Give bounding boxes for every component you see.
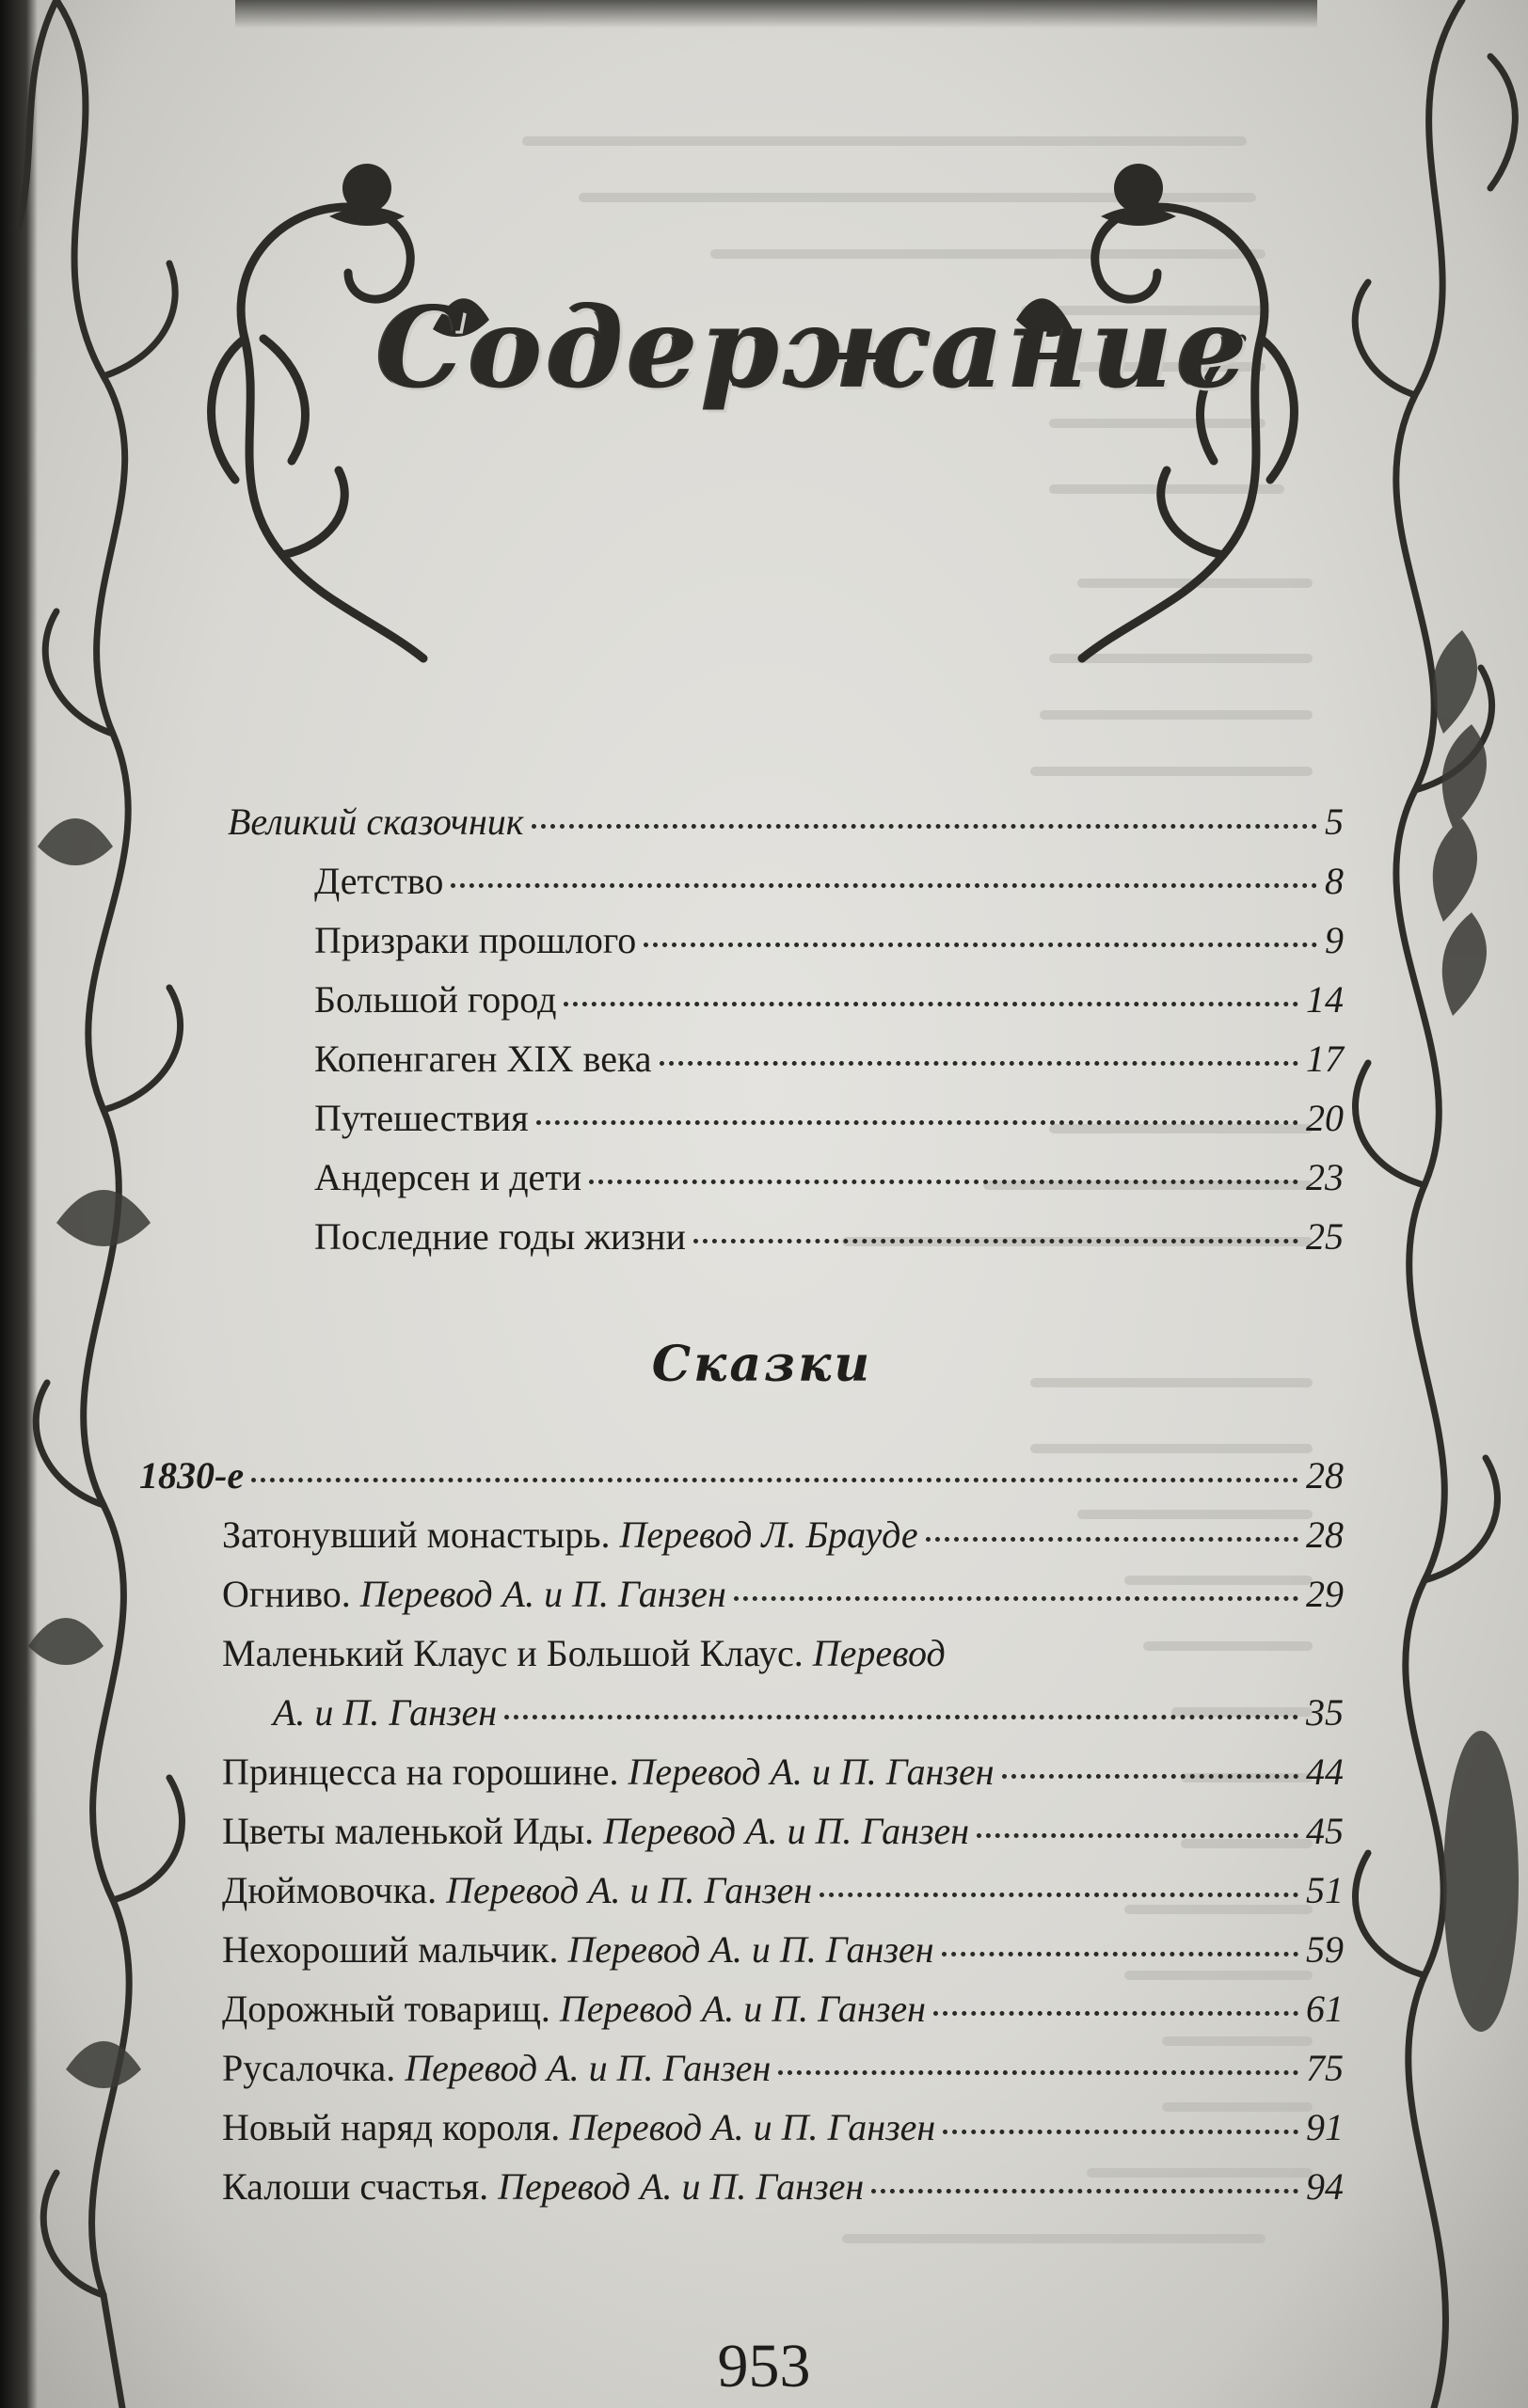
leader-dots <box>778 2065 1298 2075</box>
toc-entry-title: Дорожный товарищ. Перевод А. и П. Ганзен <box>222 1988 926 2030</box>
header-scroll-ornament <box>207 150 1298 677</box>
toc-entry[interactable] <box>222 1513 1344 1557</box>
toc-entry-page: 29 <box>1306 1573 1344 1615</box>
toc-entry-page: 14 <box>1306 978 1344 1021</box>
toc-entry-title: Нехороший мальчик. Перевод А. и П. Ганзен <box>222 1928 934 1971</box>
toc-entry-translator: Перевод А. и П. Ганзен <box>628 1751 995 1793</box>
toc-entry[interactable] <box>314 859 1344 903</box>
leader-dots <box>942 1946 1298 1956</box>
toc-entry-page: 28 <box>1306 1454 1344 1497</box>
toc-entry[interactable] <box>273 1690 1344 1735</box>
toc-entry-title: Призраки прошлого <box>314 919 637 961</box>
toc-entry-title: Принцесса на горошине. Перевод А. и П. Ганзен <box>222 1751 995 1793</box>
toc-entry-page: 25 <box>1306 1215 1344 1258</box>
toc-entry-title: Калоши счастья. Перевод А. и П. Ганзен <box>222 2165 865 2208</box>
leader-dots <box>660 1055 1298 1066</box>
leader-dots <box>734 1591 1298 1601</box>
toc-entry-page: 8 <box>1325 860 1344 902</box>
toc-entry-page: 61 <box>1306 1988 1344 2030</box>
toc-entry-page: 23 <box>1306 1156 1344 1198</box>
toc-entry-translator: Перевод А. и П. Ганзен <box>446 1869 813 1911</box>
leader-dots <box>871 2183 1298 2194</box>
toc-entry[interactable] <box>314 1037 1344 1081</box>
toc-entry-first-line[interactable]: Маленький Клаус и Большой Клаус. Перевод <box>222 1632 946 1674</box>
toc-entry[interactable] <box>222 1987 1344 2031</box>
toc-entry-translator: Перевод А. и П. Ганзен <box>569 2106 936 2148</box>
toc-entry-page: 59 <box>1306 1928 1344 1971</box>
toc-entry-page: 35 <box>1306 1691 1344 1734</box>
toc-entry[interactable] <box>222 2046 1344 2090</box>
toc-entry-title: Детство <box>314 860 444 902</box>
leader-dots <box>251 1472 1298 1482</box>
toc-entry-title: Огниво. Перевод А. и П. Ганзен <box>222 1573 726 1615</box>
toc-entry-translator: Перевод А. и П. Ганзен <box>498 2165 865 2208</box>
toc-entry-translator: Перевод А. и П. Ганзен <box>359 1573 726 1615</box>
toc-entry-page: 28 <box>1306 1513 1344 1556</box>
leader-dots <box>589 1174 1298 1184</box>
toc-entry[interactable] <box>314 1155 1344 1199</box>
page-title: Содержание <box>376 282 1251 413</box>
leader-dots <box>504 1709 1298 1719</box>
toc-entry-title: Последние годы жизни <box>314 1215 686 1258</box>
toc-entry-page: 45 <box>1306 1810 1344 1852</box>
toc-entry-page: 94 <box>1306 2165 1344 2208</box>
toc-entry-title: Дюймовочка. Перевод А. и П. Ганзен <box>222 1869 813 1911</box>
toc-entry-title: Большой город <box>314 978 557 1021</box>
toc-entry[interactable] <box>314 977 1344 1022</box>
leader-dots <box>926 1531 1298 1542</box>
leader-dots <box>1002 1768 1298 1779</box>
toc-entry[interactable] <box>222 2105 1344 2149</box>
toc-entry-page: 91 <box>1306 2106 1344 2148</box>
toc-entry-translator: Перевод А. и П. Ганзен <box>559 1988 926 2030</box>
toc-entry-title: Русалочка. Перевод А. и П. Ганзен <box>222 2047 772 2089</box>
leader-dots <box>564 996 1298 1006</box>
toc-entry-title: Андерсен и дети <box>314 1156 582 1198</box>
toc-entry[interactable] <box>228 800 1344 844</box>
leader-dots <box>532 818 1318 829</box>
toc-entry[interactable] <box>222 1927 1344 1972</box>
toc-entry-title: Путешествия <box>314 1097 529 1139</box>
toc-entry-translator: Перевод А. и П. Ганзен <box>567 1928 934 1971</box>
toc-entry-title: Копенгаген XIX века <box>314 1038 652 1080</box>
left-floral-border <box>0 0 216 2408</box>
toc-entry-translator: А. и П. Ганзен <box>273 1691 498 1734</box>
section-heading: Сказки <box>651 1336 873 1393</box>
toc-entry-title: Цветы маленькой Иды. Перевод А. и П. Ганзен <box>222 1810 970 1852</box>
leader-dots <box>451 878 1317 888</box>
toc-entry-page: 44 <box>1306 1751 1344 1793</box>
toc-entry-page: 9 <box>1325 919 1344 961</box>
toc-entry-translator: Перевод Л. Брауде <box>619 1513 918 1556</box>
toc-entry-page: 20 <box>1306 1097 1344 1139</box>
toc-entry[interactable] <box>222 1868 1344 1912</box>
leader-dots <box>644 937 1317 947</box>
toc-entry-title: 1830-е <box>139 1454 245 1497</box>
toc-decade-entry[interactable] <box>139 1453 1344 1497</box>
toc-entry-title: Новый наряд короля. Перевод А. и П. Ганзен <box>222 2106 936 2148</box>
leader-dots <box>977 1828 1298 1838</box>
leader-dots <box>536 1115 1298 1125</box>
toc-entry-title: Затонувший монастырь. Перевод Л. Брауде <box>222 1513 918 1556</box>
page-top-shadow <box>235 0 1317 28</box>
toc-entry[interactable] <box>314 1096 1344 1140</box>
toc-entry[interactable] <box>314 1214 1344 1259</box>
leader-dots <box>933 2005 1298 2016</box>
toc-entry-translator: Перевод А. и П. Ганзен <box>405 2047 772 2089</box>
leader-dots <box>943 2124 1298 2134</box>
toc-entry[interactable] <box>222 1809 1344 1853</box>
toc-entry[interactable] <box>222 1750 1344 1794</box>
leader-dots <box>820 1887 1298 1897</box>
toc-entry[interactable] <box>222 2164 1344 2209</box>
page-number: 953 <box>717 2332 811 2400</box>
toc-entry-translator: Перевод <box>812 1632 946 1674</box>
toc-entry-page: 5 <box>1325 800 1344 843</box>
toc-entry-title: Великий сказочник <box>228 800 524 843</box>
toc-entry-page: 51 <box>1306 1869 1344 1911</box>
toc-entry-page: 75 <box>1306 2047 1344 2089</box>
toc-entry[interactable] <box>222 1572 1344 1616</box>
leader-dots <box>693 1233 1298 1244</box>
toc-entry-translator: Перевод А. и П. Ганзен <box>603 1810 970 1852</box>
toc-entry-page: 17 <box>1306 1038 1344 1080</box>
toc-entry[interactable] <box>314 918 1344 962</box>
